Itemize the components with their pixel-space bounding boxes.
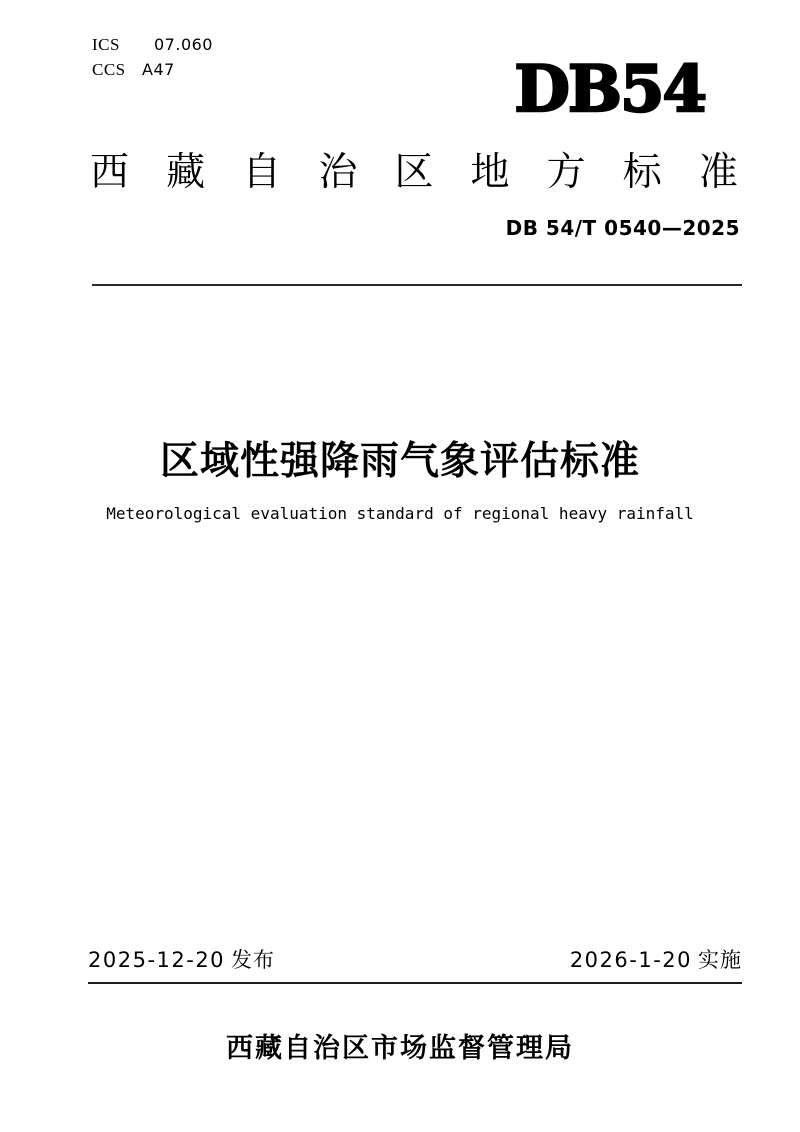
ics-label: ICS [92, 35, 120, 54]
standard-type-title [90, 150, 738, 196]
ccs-code-line [92, 57, 213, 82]
standard-number: DB 54/T 0540—2025 [505, 216, 740, 240]
standard-type-char: 方 [546, 150, 586, 195]
db54-logo: DB54 [514, 52, 705, 127]
spacer [136, 32, 154, 57]
ics-code-line [92, 32, 213, 57]
ccs-code: A47 [142, 60, 175, 79]
ics-code: 07.060 [154, 35, 213, 54]
standard-type-char: 藏 [166, 150, 206, 195]
date-row [88, 944, 742, 984]
publisher-name: 西藏自治区市场监督管理局 [226, 1033, 574, 1064]
standard-type-char: 西 [90, 150, 130, 195]
standard-type-char: 准 [698, 150, 738, 195]
standard-type-char: 区 [394, 150, 434, 195]
release-date: 2025-12-20 [88, 948, 226, 972]
standard-type-char: 自 [242, 150, 282, 195]
document-title: 区域性强降雨气象评估标准 [159, 439, 640, 484]
release-date-item [88, 944, 275, 974]
standard-type-char: 标 [622, 150, 662, 195]
header-divider-rule [92, 284, 742, 286]
classification-codes [92, 32, 213, 82]
implementation-date: 2026-1-20 [569, 948, 692, 972]
implementation-date-item [570, 944, 742, 974]
standard-type-char: 地 [470, 150, 510, 195]
ccs-label: CCS [92, 60, 126, 79]
release-label: 发布 [231, 948, 276, 972]
standard-type-char: 治 [318, 150, 358, 195]
implementation-label: 实施 [698, 948, 742, 972]
document-title-english: Meteorological evaluation standard of regional heavy rainfall [106, 504, 694, 523]
